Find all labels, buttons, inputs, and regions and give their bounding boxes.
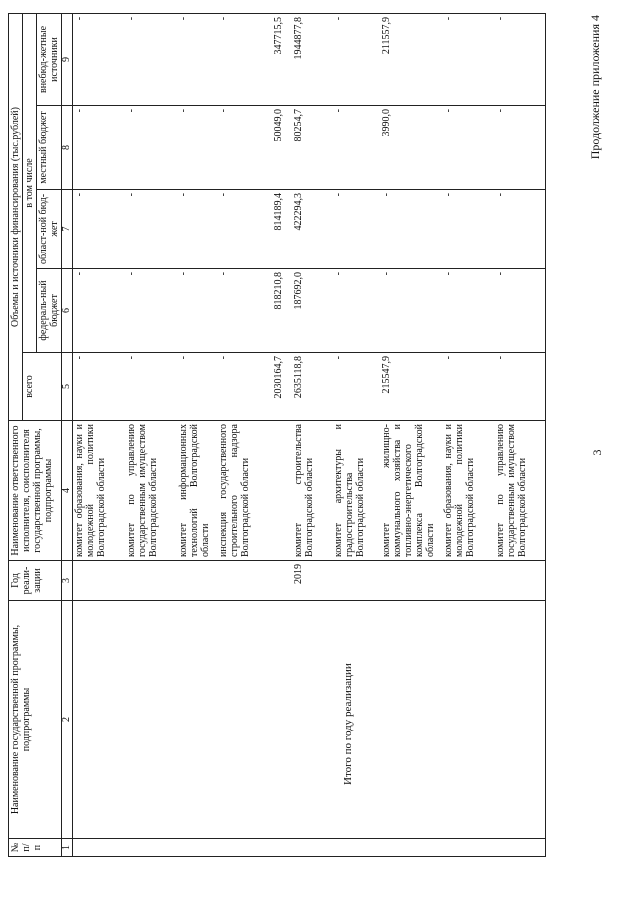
col-number: 6 — [62, 269, 73, 353]
executor-cell: комитет образования, науки и молодежной политики Волгоградской области — [442, 421, 494, 561]
year-cell — [73, 561, 125, 601]
total-cell: 2635118,8 — [292, 353, 332, 421]
header-regional: област-ной бюд-жет — [37, 190, 62, 269]
local-cell: - — [494, 106, 546, 190]
year-cell — [442, 561, 494, 601]
executor-cell: комитет по управлению государственным имуществом Волгоградской области — [125, 421, 177, 561]
header-total: всего — [23, 353, 62, 421]
executor-cell: комитет образования, науки и молодежной политики Волгоградской области — [73, 421, 125, 561]
extrabudgetary-cell: 1944877,8 — [292, 13, 332, 105]
extrabudgetary-cell: - — [494, 13, 546, 105]
executor-cell: комитет информационных технологий Волгоградской области — [177, 421, 217, 561]
table-row — [217, 13, 272, 856]
total-cell: - — [73, 353, 125, 421]
column-number-row — [62, 13, 73, 856]
header-program-name: Наименование государственной программы, подпрограммы — [9, 601, 62, 839]
table-row — [332, 13, 380, 856]
extrabudgetary-cell: - — [217, 13, 272, 105]
col-number: 3 — [62, 561, 73, 601]
executor-cell: комитет архитектуры и градостроительства Волгоградской области — [332, 421, 380, 561]
header-executor: Наименование ответственного исполнителя, соисполнителя государственной программы, подпрограммы — [9, 421, 62, 561]
col-number: 2 — [62, 601, 73, 839]
itogo-label: Итого по году реализации — [342, 663, 354, 785]
local-cell: - — [125, 106, 177, 190]
federal-cell: 187692,0 — [292, 269, 332, 353]
page-number: 3 — [590, 449, 604, 456]
local-cell: 50049,0 — [272, 106, 292, 190]
col-number: 8 — [62, 106, 73, 190]
table-row — [494, 13, 546, 856]
extrabudgetary-cell: - — [442, 13, 494, 105]
year-cell — [494, 561, 546, 601]
executor-cell: комитет жилищно-коммунального хозяйства и топливно-энергетического комплекса Волгоградской области — [380, 421, 442, 561]
header-federal: федераль-ный бюджет — [37, 269, 62, 353]
regional-cell: - — [380, 190, 442, 269]
federal-cell: - — [494, 269, 546, 353]
total-cell: - — [217, 353, 272, 421]
extrabudgetary-cell: 347715,5 — [272, 13, 292, 105]
regional-cell: - — [494, 190, 546, 269]
header-local: местный бюджет — [37, 106, 62, 190]
table-row — [380, 13, 442, 856]
federal-cell: 818210,8 — [272, 269, 292, 353]
year-cell — [332, 561, 380, 601]
federal-cell: - — [442, 269, 494, 353]
extrabudgetary-cell: - — [73, 13, 125, 105]
federal-cell: - — [125, 269, 177, 353]
col-number: 1 — [62, 839, 73, 857]
local-cell: - — [73, 106, 125, 190]
total-cell: - — [332, 353, 380, 421]
federal-cell: - — [332, 269, 380, 353]
col-number: 5 — [62, 353, 73, 421]
local-cell: - — [442, 106, 494, 190]
table-row — [292, 13, 332, 856]
table-row — [125, 13, 177, 856]
federal-cell: - — [73, 269, 125, 353]
year-cell — [272, 561, 292, 601]
header-extrabudgetary: внебюд-жетные источники — [37, 13, 62, 105]
regional-cell: - — [73, 190, 125, 269]
year-cell — [380, 561, 442, 601]
local-cell: 80254,7 — [292, 106, 332, 190]
header-funding: Объемы и источники финансирования (тыс.рублей) — [9, 13, 23, 420]
year-cell — [217, 561, 272, 601]
total-cell: 2030164,7 — [272, 353, 292, 421]
executor-cell: комитет по управлению государственным имуществом Волгоградской области — [494, 421, 546, 561]
table-row — [73, 13, 125, 856]
total-cell: - — [442, 353, 494, 421]
total-cell: - — [125, 353, 177, 421]
year-cell — [177, 561, 217, 601]
extrabudgetary-cell: - — [125, 13, 177, 105]
total-cell: - — [494, 353, 546, 421]
table-row-total — [272, 13, 292, 856]
executor-cell: инспекция государственного строительного надзора Волгоградской области — [217, 421, 272, 561]
funding-table — [8, 13, 546, 857]
continuation-note: Продолжение приложения 4 — [588, 15, 602, 160]
local-cell: - — [177, 106, 217, 190]
total-cell: 215547,9 — [380, 353, 442, 421]
year-cell: 2019 — [292, 561, 332, 601]
header-including: в том числе — [23, 13, 37, 352]
col-number: 7 — [62, 190, 73, 269]
local-cell: 3990,0 — [380, 106, 442, 190]
regional-cell: - — [332, 190, 380, 269]
extrabudgetary-cell: 211557,9 — [380, 13, 442, 105]
header-year: Год реали-зации — [9, 561, 62, 601]
year-cell — [125, 561, 177, 601]
executor-cell — [272, 421, 292, 561]
table-row — [442, 13, 494, 856]
federal-cell: - — [380, 269, 442, 353]
regional-cell: - — [177, 190, 217, 269]
extrabudgetary-cell: - — [332, 13, 380, 105]
extrabudgetary-cell: - — [177, 13, 217, 105]
regional-cell: - — [442, 190, 494, 269]
regional-cell: - — [217, 190, 272, 269]
federal-cell: - — [177, 269, 217, 353]
local-cell: - — [332, 106, 380, 190]
col-number: 4 — [62, 421, 73, 561]
regional-cell: - — [125, 190, 177, 269]
regional-cell: 422294,3 — [292, 190, 332, 269]
executor-cell: комитет строительства Волгоградской области — [292, 421, 332, 561]
regional-cell: 814189,4 — [272, 190, 292, 269]
federal-cell: - — [217, 269, 272, 353]
table-row — [177, 13, 217, 856]
header-row — [9, 13, 23, 856]
header-no: № п/п — [9, 839, 62, 857]
col-number: 9 — [62, 13, 73, 105]
total-cell: - — [177, 353, 217, 421]
local-cell: - — [217, 106, 272, 190]
